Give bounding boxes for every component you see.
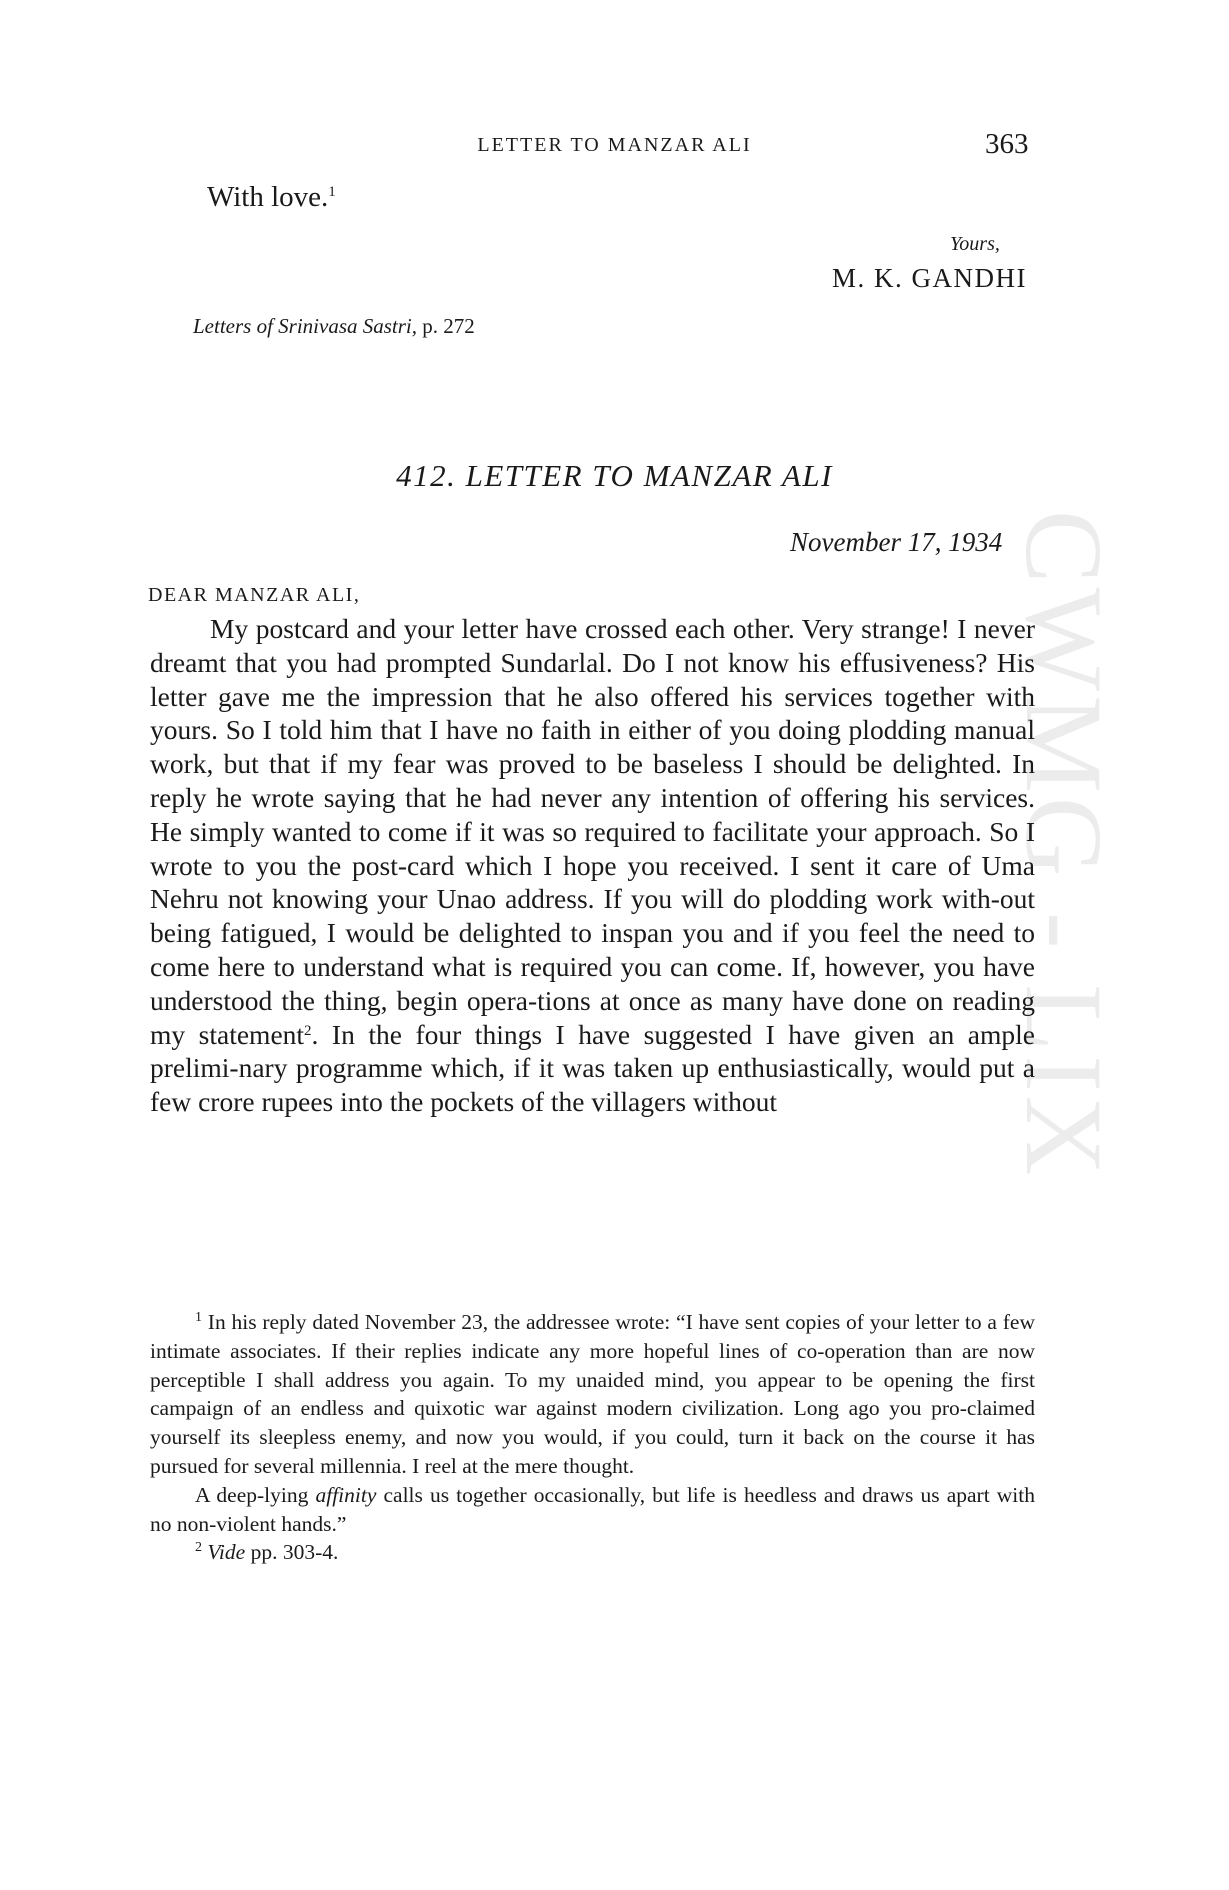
footnote-2-italic: Vide (202, 1540, 246, 1565)
footnote-2-text: pp. 303-4. (245, 1540, 339, 1565)
body-part-1: My postcard and your letter have crossed each other. Very strange! I never dreamt that you had prompted Sundarlal. Do I not know his effusiveness? His letter gave me the impression that he also offered his services together with yours. So I told him that I have no faith in either of you doing plodding manual work, but that if my fear was proved to be baseless I should be delighted. In reply he wrote saying that he had never any intention of offering his services. He simply wanted to come if it was so required to facilitate your approach. So I wrote to you the post-card which I hope you received. I sent it care of Uma Nehru not knowing your Unao address. If you will do plodding work with-out being fatigued, I would be delighted to inspan you and if you feel the need to come here to understand what is required you can come. If, however, you have understood the thing, begin opera-tions at once as many have done on reading my statement (150, 613, 1035, 1050)
body-part-2: . In the four things I have suggested I have given an ample prelimi-nary programme which, if it was taken up enthusiastically, would put a few crore rupees into the pockets of the villagers without (150, 1018, 1035, 1118)
footnote-1-cont-italic: affinity (315, 1482, 377, 1507)
closing-line (207, 181, 336, 214)
letter-body (150, 612, 1035, 1119)
closing-text: With love. (207, 181, 329, 213)
footnote-1-text: In his reply dated November 23, the addressee wrote: “I have sent copies of your letter to a few intimate associates. If their replies indicate any more hopeful lines of co-operation than are now perceptible I shall address you again. To my unaided mind, you appear to be opening the first campaign of an endless and quixotic war against modern civilization. Long ago you pro-claimed yourself its sleepless enemy, and now you would, if you could, turn it back on the course it has pursued for several millennia. I reel at the mere thought. (150, 1310, 1035, 1478)
footnote-2-marker: 2 (195, 1540, 202, 1556)
letter-date: November 17, 1934 (790, 527, 1003, 557)
source-title: Letters of Srinivasa Sastri, (193, 314, 418, 338)
footnote-ref-2: 2 (304, 1022, 312, 1039)
page-number: 363 (985, 128, 1029, 160)
letter-title: 412. LETTER TO MANZAR ALI (396, 458, 833, 493)
footnote-1-cont-before: A deep-lying (195, 1482, 316, 1507)
source-citation (193, 314, 475, 339)
footnotes (150, 1308, 1035, 1567)
footnote-1-cont-after: calls us together occasionally, but life is heedless and draws us apart with no non-violent hands.” (150, 1482, 1035, 1536)
source-page: p. 272 (417, 314, 475, 338)
footnote-1-continued (150, 1481, 1035, 1539)
running-title: LETTER TO MANZAR ALI (477, 134, 752, 156)
footnote-1 (150, 1308, 1035, 1481)
footnote-2 (150, 1538, 1035, 1567)
footnote-1-marker: 1 (195, 1310, 202, 1325)
valediction: Yours, (950, 233, 1000, 255)
footnote-ref-1: 1 (328, 184, 336, 200)
salutation: DEAR MANZAR ALI, (148, 584, 361, 606)
signature: M. K. GANDHI (832, 263, 1027, 293)
watermark-text: CWMG - LIX (1003, 510, 1125, 1180)
